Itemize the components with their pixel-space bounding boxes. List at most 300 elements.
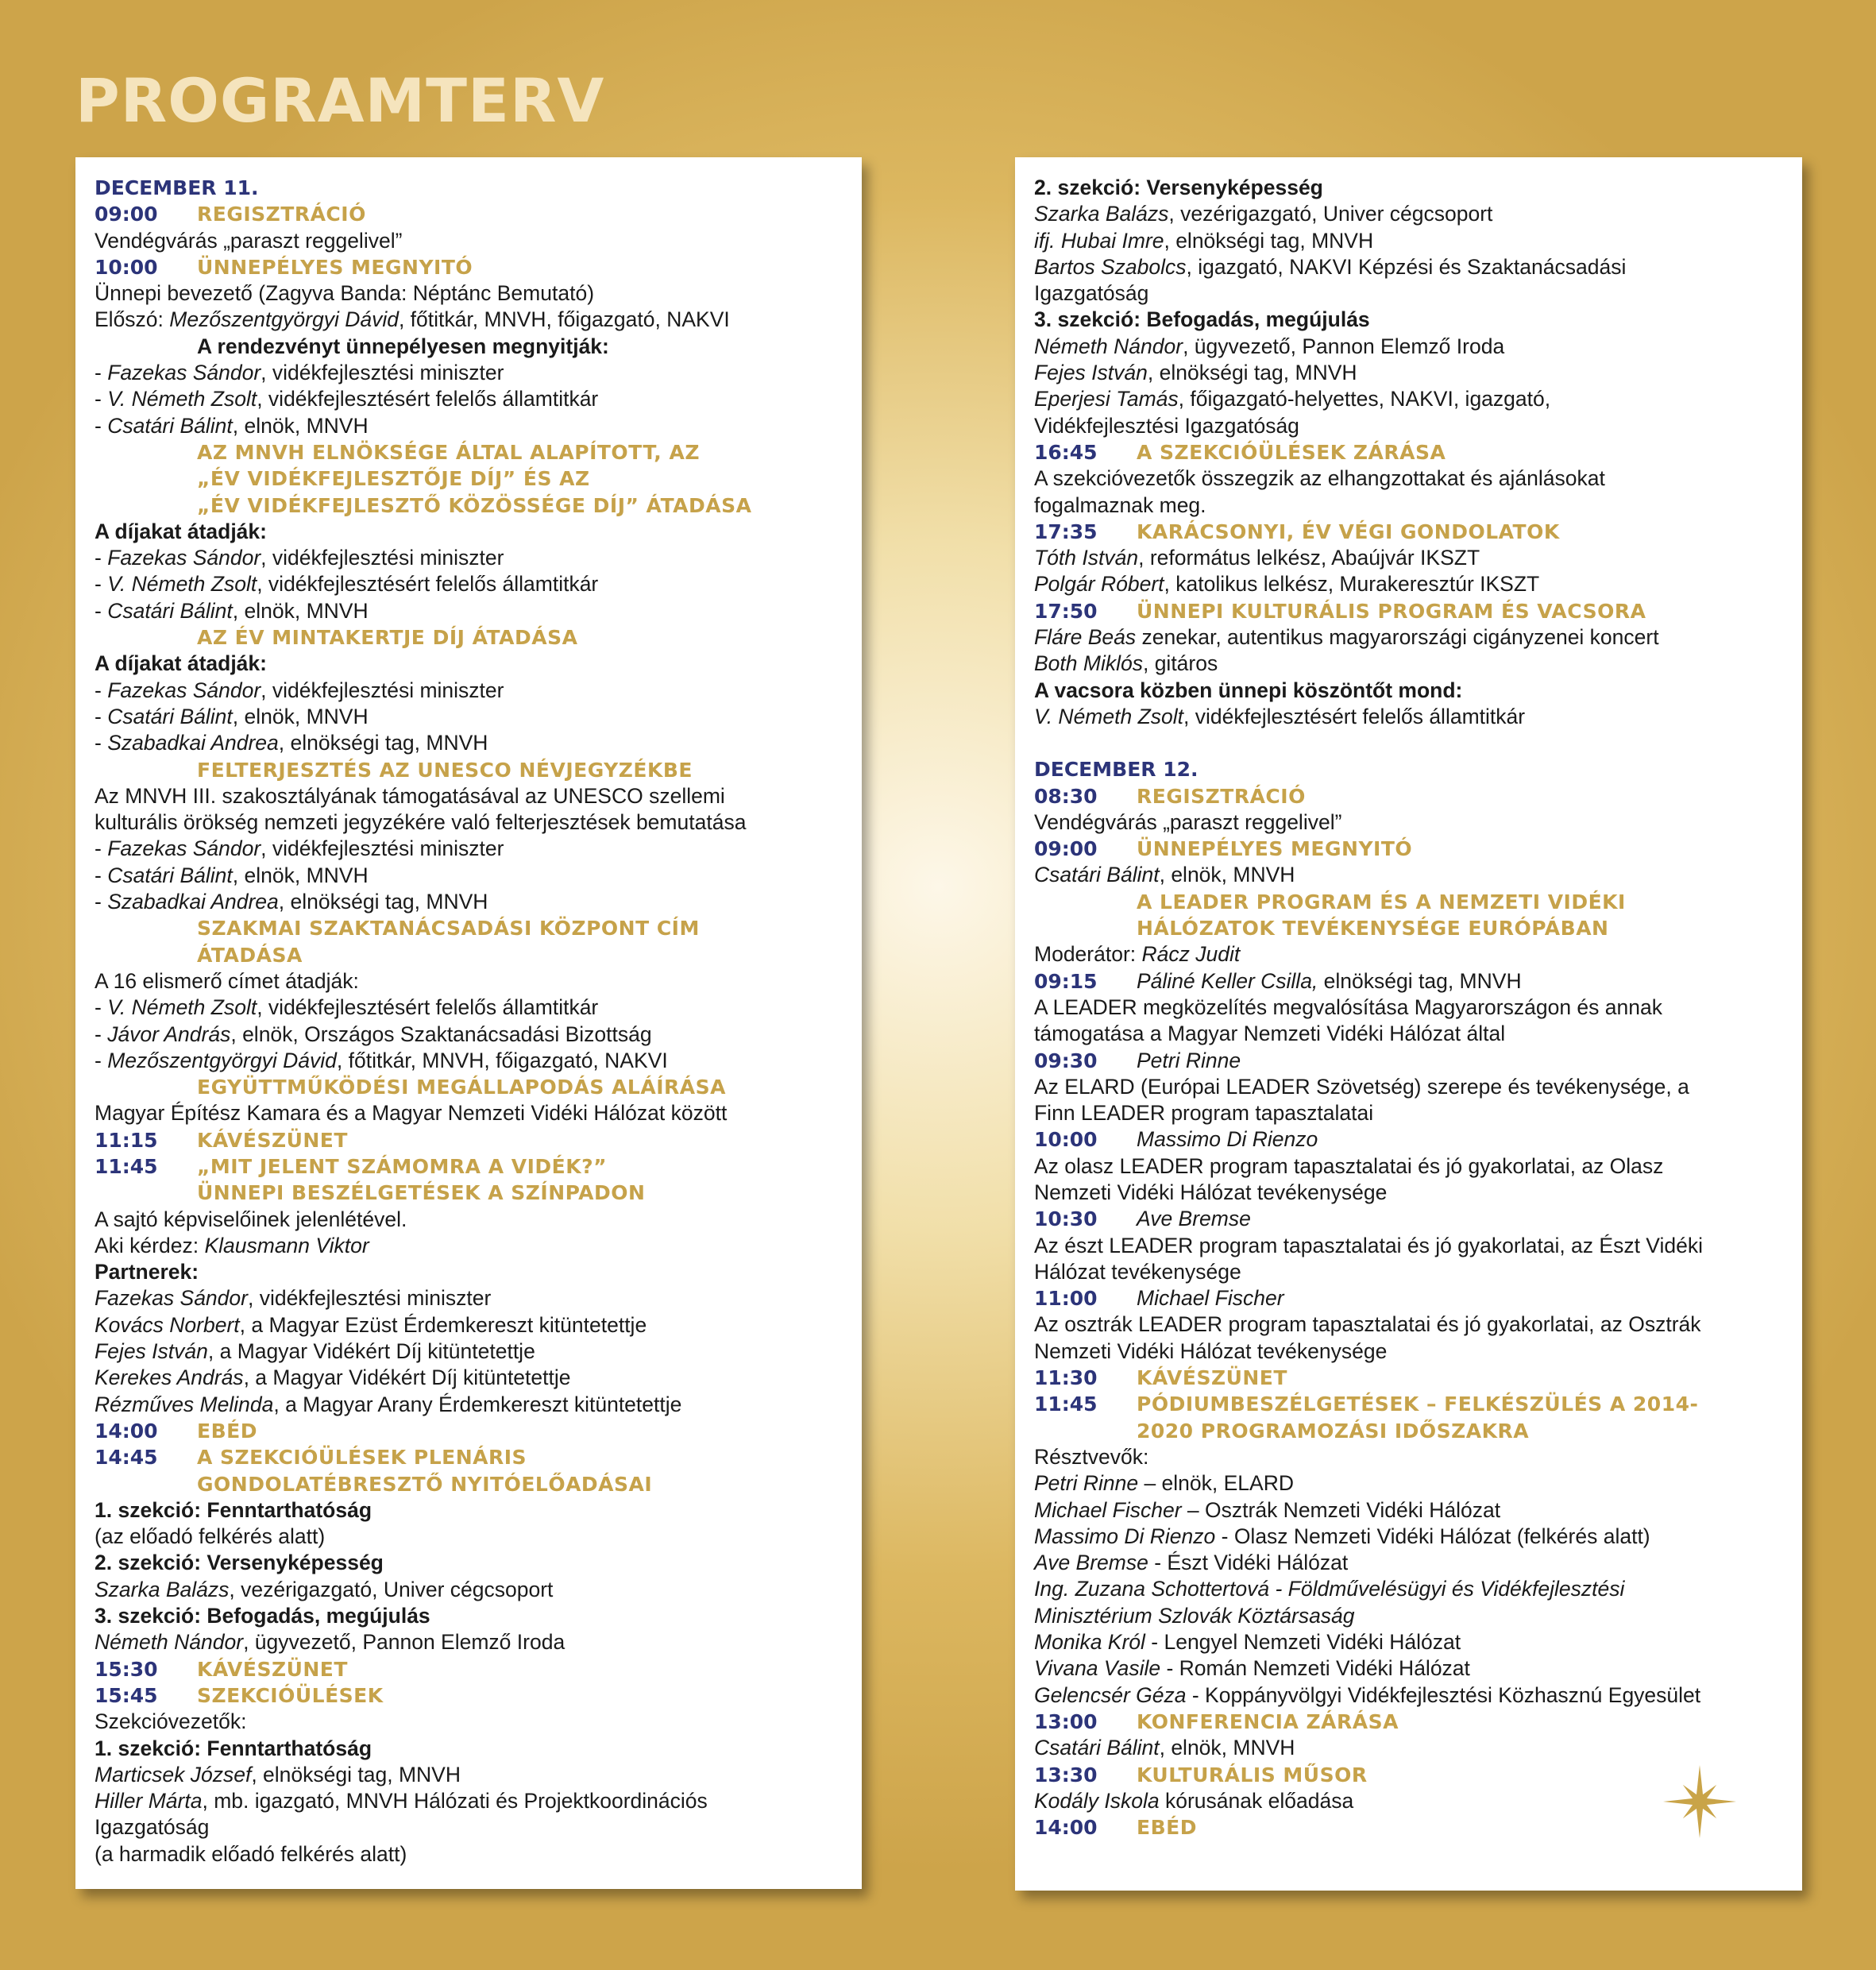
- body-text: -: [95, 1048, 108, 1072]
- body-text: , elnökségi tag, MNVH: [278, 731, 488, 755]
- body-text: , elnökségi tag, MNVH: [1164, 228, 1374, 253]
- text-line: [1034, 1180, 1783, 1206]
- text-line: [1034, 1655, 1783, 1682]
- body-text: Igazgatóság: [1034, 281, 1149, 306]
- name-text: Fazekas Sándor: [107, 361, 261, 385]
- session-title: KARÁCSONYI, ÉV VÉGI GONDOLATOK: [1137, 520, 1560, 543]
- name-text: Ave Bremse: [1137, 1207, 1251, 1231]
- session-title: REGISZTRÁCIÓ: [197, 203, 366, 226]
- day-heading: DECEMBER 12.: [1034, 758, 1199, 782]
- text-line: [95, 1285, 843, 1311]
- text-line: [95, 386, 843, 412]
- body-text: , a Magyar Vidékért Díj kitüntetettje: [243, 1365, 571, 1390]
- body-text: , katolikus lelkész, Murakeresztúr IKSZT: [1164, 572, 1540, 597]
- body-text: Nemzeti Vidéki Hálózat tevékenysége: [1034, 1180, 1388, 1204]
- body-text: , elnök, MNVH: [232, 413, 369, 438]
- text-line: [95, 1207, 843, 1233]
- session-title: REGISZTRÁCIÓ: [1137, 784, 1306, 808]
- session-title: A SZEKCIÓÜLÉSEK ZÁRÁSA: [1137, 440, 1446, 464]
- session-title: KÁVÉSZÜNET: [1137, 1366, 1287, 1390]
- session-title: GONDOLATÉBRESZTŐ NYITÓELŐADÁSAI: [197, 1472, 653, 1496]
- session-title: ÁTADÁSA: [197, 943, 303, 967]
- time-label: 09:15: [1034, 969, 1098, 993]
- name-text: Csatári Bálint: [107, 863, 233, 887]
- text-line: [1034, 1550, 1783, 1576]
- text-line: [95, 1524, 843, 1550]
- time-label: 09:00: [1034, 837, 1098, 861]
- text-line: [1034, 1074, 1783, 1100]
- session-title: SZEKCIÓÜLÉSEK: [197, 1683, 384, 1707]
- body-text: kórusának előadása: [1159, 1788, 1354, 1813]
- text-line: [1034, 1603, 1783, 1629]
- text-line: [95, 1392, 843, 1418]
- text-line: [1034, 1576, 1783, 1602]
- schedule-row: [95, 1153, 843, 1180]
- subheading-text: 1. szekció: Fenntarthatóság: [95, 1736, 372, 1760]
- text-line: [1034, 1497, 1783, 1524]
- text-line: [1034, 651, 1783, 677]
- body-text: – elnök, ELARD: [1138, 1471, 1294, 1496]
- body-text: , elnök, Országos Szaktanácsadási Bizottság: [230, 1022, 652, 1046]
- body-text: A sajtó képviselőinek jelenlétével.: [95, 1207, 407, 1231]
- session-title: „ÉV VIDÉKFEJLESZTŐJE DÍJ” ÉS AZ: [197, 467, 590, 491]
- body-text: kulturális örökség nemzeti jegyzékére való felterjesztések bemutatása: [95, 810, 747, 835]
- speaker-line: [1137, 1206, 1251, 1232]
- subheading: [95, 651, 843, 677]
- body-text: -: [95, 678, 108, 702]
- text-line: [95, 1814, 843, 1841]
- name-text: Rézműves Melinda: [95, 1392, 274, 1416]
- text-line: [1034, 571, 1783, 597]
- time-label: 14:00: [95, 1419, 158, 1443]
- time-label: 17:35: [1034, 520, 1098, 543]
- text-line: [1034, 334, 1783, 360]
- body-text: , vezérigazgató, Univer cégcsoport: [229, 1577, 554, 1601]
- program-panel-left: [75, 157, 862, 1889]
- body-text: zenekar, autentikus magyarországi cigányzenei koncert: [1136, 625, 1659, 650]
- text-line: [95, 1629, 843, 1655]
- time-label: 09:30: [1034, 1049, 1098, 1072]
- body-text: -: [95, 890, 108, 914]
- body-text: , elnökségi tag, MNVH: [278, 890, 488, 914]
- body-text: Vidékfejlesztési Igazgatóság: [1034, 413, 1299, 438]
- body-text: Az olasz LEADER program tapasztalatai és jó gyakorlatai, az Olasz: [1034, 1153, 1664, 1178]
- name-text: Fazekas Sándor: [107, 836, 261, 861]
- schedule-row: [1034, 968, 1783, 995]
- text-line: [1034, 624, 1783, 651]
- session-title: ÜNNEPÉLYES MEGNYITÓ: [1137, 837, 1413, 861]
- subheading-text: 3. szekció: Befogadás, megújulás: [1034, 307, 1370, 332]
- body-text: - Észt Vidéki Hálózat: [1148, 1551, 1349, 1575]
- body-text: – Osztrák Nemzeti Vidéki Hálózat: [1181, 1497, 1501, 1522]
- time-label: 13:30: [1034, 1763, 1098, 1787]
- text-line: [1034, 1682, 1783, 1709]
- session-title: „MIT JELENT SZÁMOMRA A VIDÉK?”: [197, 1154, 608, 1178]
- name-text: V. Németh Zsolt: [107, 387, 257, 411]
- body-text: , elnök, MNVH: [1159, 863, 1295, 887]
- text-line: [1034, 201, 1783, 227]
- body-text: Magyar Építész Kamara és a Magyar Nemzeti Vidéki Hálózat között: [95, 1101, 728, 1126]
- name-text: Petri Rinne: [1034, 1471, 1139, 1496]
- name-text: Csatári Bálint: [107, 413, 233, 438]
- name-text: Németh Nándor: [95, 1630, 244, 1655]
- session-title: ÜNNEPÉLYES MEGNYITÓ: [197, 255, 473, 279]
- name-text: Polgár Róbert: [1034, 572, 1164, 597]
- body-text: , ügyvezető, Pannon Elemző Iroda: [1183, 334, 1505, 358]
- subheading-text: 2. szekció: Versenyképesség: [95, 1551, 384, 1575]
- body-text: , vidékfejlesztésért felelős államtitkár: [257, 995, 599, 1020]
- session-title: EBÉD: [197, 1419, 257, 1443]
- schedule-row: [1034, 836, 1783, 862]
- body-text: - Román Nemzeti Vidéki Hálózat: [1160, 1656, 1470, 1681]
- text-line: [95, 1022, 843, 1048]
- session-title: EGYÜTTMŰKÖDÉSI MEGÁLLAPODÁS ALÁÍRÁSA: [197, 1076, 726, 1099]
- body-text: A LEADER megközelítés megvalósítása Magyarországon és annak: [1034, 995, 1662, 1019]
- name-text: Monika Król: [1034, 1630, 1145, 1655]
- body-text: -: [95, 546, 108, 570]
- session-title: „ÉV VIDÉKFEJLESZTŐ KÖZÖSSÉGE DÍJ” ÁTADÁSA: [197, 493, 752, 517]
- body-text: Finn LEADER program tapasztalatai: [1034, 1101, 1374, 1126]
- body-text: -: [95, 704, 108, 728]
- name-text: Eperjesi Tamás: [1034, 387, 1179, 411]
- time-label: 11:45: [1034, 1393, 1098, 1416]
- body-text: , a Magyar Arany Érdemkereszt kitüntetettje: [273, 1392, 682, 1416]
- body-text: , vidékfejlesztésért felelős államtitkár: [1183, 704, 1526, 728]
- name-text: Kerekes András: [95, 1365, 244, 1390]
- session-title: 2020 PROGRAMOZÁSI IDŐSZAKRA: [1137, 1419, 1530, 1443]
- session-title: ÜNNEPI KULTURÁLIS PROGRAM ÉS VACSORA: [1137, 599, 1646, 623]
- time-label: 15:30: [95, 1657, 158, 1681]
- schedule-row: [95, 1682, 843, 1709]
- text-line: [1034, 280, 1783, 307]
- name-text: Szarka Balázs: [95, 1577, 230, 1601]
- body-text: , mb. igazgató, MNVH Hálózati és Projektkoordinációs: [202, 1789, 708, 1814]
- text-line: [1034, 360, 1783, 386]
- name-text: Csatári Bálint: [107, 704, 233, 728]
- body-text: Moderátor:: [1034, 942, 1142, 967]
- subheading: [95, 1259, 843, 1285]
- text-line: [95, 1709, 843, 1735]
- name-text: Fejes István: [95, 1339, 208, 1364]
- text-line: [95, 836, 843, 862]
- speaker-line: [1137, 968, 1522, 995]
- body-text: , vidékfejlesztési miniszter: [261, 361, 504, 385]
- body-text: -: [95, 361, 108, 385]
- subheading: [1034, 678, 1783, 704]
- star-burst-icon: [1660, 1762, 1739, 1841]
- body-text: A szekcióvezetők összegzik az elhangzottakat és ajánlásokat: [1034, 466, 1605, 491]
- name-text: V. Németh Zsolt: [107, 995, 257, 1020]
- body-text: , főtitkár, MNVH, főigazgató, NAKVI: [336, 1048, 668, 1072]
- text-line: [1034, 1311, 1783, 1338]
- schedule-row: [1034, 439, 1783, 465]
- text-line: [1034, 413, 1783, 439]
- body-text: Előszó:: [95, 307, 170, 332]
- subheading-text: A vacsora közben ünnepi köszöntőt mond:: [1034, 678, 1463, 702]
- session-title: SZAKMAI SZAKTANÁCSADÁSI KÖZPONT CÍM: [197, 917, 700, 941]
- name-text: Bartos Szabolcs: [1034, 254, 1187, 279]
- schedule-row: [95, 1656, 843, 1682]
- name-text: Kovács Norbert: [95, 1312, 240, 1337]
- body-text: , vidékfejlesztési miniszter: [247, 1286, 492, 1311]
- session-title: KÁVÉSZÜNET: [197, 1657, 348, 1681]
- body-text: , főigazgató-helyettes, NAKVI, igazgató,: [1178, 387, 1551, 411]
- subheading: [95, 1603, 843, 1629]
- body-text: Az MNVH III. szakosztályának támogatásával az UNESCO szellemi: [95, 783, 725, 808]
- body-text: Az észt LEADER program tapasztalatai és jó gyakorlatai, az Észt Vidéki: [1034, 1233, 1704, 1257]
- schedule-row: [95, 1418, 843, 1444]
- text-line: [95, 1338, 843, 1365]
- session-title: AZ ÉV MINTAKERTJE DÍJ ÁTADÁSA: [197, 626, 578, 650]
- body-text: támogatása a Magyar Nemzeti Vidéki Hálózat által: [1034, 1022, 1506, 1046]
- body-text: -: [95, 731, 108, 755]
- text-line: [95, 571, 843, 597]
- name-text: Vivana Vasile: [1034, 1656, 1161, 1681]
- name-text: Szabadkai Andrea: [107, 890, 279, 914]
- name-text: Kodály Iskola: [1034, 1788, 1160, 1813]
- body-text: -: [95, 413, 108, 438]
- page-title: PROGRAMTERV: [75, 65, 605, 136]
- body-text: -: [95, 598, 108, 623]
- subheading-text: 2. szekció: Versenyképesség: [1034, 176, 1323, 199]
- name-text: Ave Bremse: [1034, 1551, 1148, 1575]
- text-line: [95, 1762, 843, 1788]
- body-text: -: [95, 995, 108, 1020]
- text-line: [1034, 941, 1783, 968]
- name-text: Marticsek József: [95, 1762, 252, 1787]
- spacer: [1034, 730, 1783, 756]
- body-text: , igazgató, NAKVI Képzési és Szaktanácsadási: [1186, 254, 1627, 279]
- text-line: [95, 1365, 843, 1391]
- session-title: PÓDIUMBESZÉLGETÉSEK – FELKÉSZÜLÉS A 2014-: [1137, 1393, 1699, 1416]
- body-text: , főtitkár, MNVH, főigazgató, NAKVI: [398, 307, 730, 332]
- body-text: fogalmaznak meg.: [1034, 492, 1206, 517]
- text-line: [1034, 1259, 1783, 1285]
- session-title: HÁLÓZATOK TEVÉKENYSÉGE EURÓPÁBAN: [1137, 917, 1609, 941]
- name-text: Minisztérium Szlovák Köztársaság: [1034, 1603, 1355, 1628]
- subheading-text: 3. szekció: Befogadás, megújulás: [95, 1604, 430, 1628]
- text-line: [1034, 465, 1783, 492]
- subheading: [95, 334, 843, 360]
- time-label: 08:30: [1034, 784, 1098, 808]
- body-text: - Lengyel Nemzeti Vidéki Hálózat: [1145, 1630, 1461, 1655]
- text-line: [95, 545, 843, 571]
- time-label: 11:45: [95, 1154, 158, 1178]
- body-text: Résztvevők:: [1034, 1444, 1149, 1469]
- name-text: Gelencsér Géza: [1034, 1682, 1187, 1707]
- text-line: [1034, 386, 1783, 412]
- body-text: -: [95, 387, 108, 411]
- body-text: Nemzeti Vidéki Hálózat tevékenysége: [1034, 1338, 1388, 1363]
- speaker-line: [1137, 1048, 1241, 1074]
- name-text: Mezőszentgyörgyi Dávid: [107, 1048, 337, 1072]
- text-line: [95, 704, 843, 730]
- text-line: [1034, 1735, 1783, 1761]
- body-text: , vidékfejlesztési miniszter: [261, 836, 504, 861]
- text-line: [1034, 1470, 1783, 1497]
- day-heading: DECEMBER 11.: [95, 176, 259, 199]
- text-line: [1034, 492, 1783, 519]
- session-title: ÜNNEPI BESZÉLGETÉSEK A SZÍNPADON: [197, 1181, 646, 1205]
- session-title: AZ MNVH ELNÖKSÉGE ÁLTAL ALAPÍTOTT, AZ: [197, 440, 700, 464]
- schedule-row: [1034, 1126, 1783, 1153]
- schedule-row: [1034, 1365, 1783, 1391]
- subheading: [95, 519, 843, 545]
- body-text: , elnökségi tag, MNVH: [251, 1762, 461, 1787]
- text-line: [1034, 1233, 1783, 1259]
- text-line: [1034, 545, 1783, 571]
- subheading: [1034, 175, 1783, 201]
- body-text: Az osztrák LEADER program tapasztalatai és jó gyakorlatai, az Osztrák: [1034, 1312, 1701, 1337]
- body-text: -: [95, 863, 108, 887]
- text-line: [1034, 228, 1783, 254]
- text-line: [95, 678, 843, 704]
- body-text: -: [95, 1022, 108, 1046]
- name-text: Massimo Di Rienzo: [1137, 1127, 1318, 1152]
- schedule-row: [1034, 1048, 1783, 1074]
- time-label: 10:00: [1034, 1128, 1098, 1152]
- body-text: , vezérigazgató, Univer cégcsoport: [1168, 202, 1493, 226]
- body-text: Vendégvárás „paraszt reggelivel”: [95, 228, 403, 253]
- text-line: [1034, 1153, 1783, 1180]
- body-text: Aki kérdez:: [95, 1233, 205, 1257]
- body-text: , elnök, MNVH: [232, 863, 369, 887]
- session-title: EBÉD: [1137, 1816, 1197, 1840]
- name-text: Csatári Bálint: [1034, 863, 1160, 887]
- schedule-row: [95, 1444, 843, 1470]
- name-text: Rácz Judit: [1141, 942, 1241, 967]
- text-line: [95, 1841, 843, 1868]
- text-line: [1034, 1444, 1783, 1470]
- body-text: elnökségi tag, MNVH: [1318, 968, 1522, 993]
- name-text: Fazekas Sándor: [107, 546, 261, 570]
- time-label: 15:45: [95, 1683, 158, 1707]
- speaker-line: [1137, 1285, 1284, 1311]
- text-line: [95, 995, 843, 1021]
- body-text: , vidékfejlesztési miniszter: [261, 678, 504, 702]
- body-text: , vidékfejlesztési miniszter: [261, 546, 504, 570]
- body-text: A 16 elismerő címet átadják:: [95, 968, 359, 993]
- body-text: , vidékfejlesztésért felelős államtitkár: [257, 387, 599, 411]
- body-text: Vendégvárás „paraszt reggelivel”: [1034, 809, 1342, 834]
- program-panel-right: [1015, 157, 1802, 1891]
- time-label: 17:50: [1034, 599, 1098, 623]
- text-line: [1034, 862, 1783, 888]
- body-text: -: [95, 836, 108, 861]
- body-text: Ünnepi bevezető (Zagyva Banda: Néptánc Bemutató): [95, 281, 595, 306]
- subheading-text: Partnerek:: [95, 1260, 199, 1284]
- body-text: Szekcióvezetők:: [95, 1709, 247, 1734]
- body-text: Igazgatóság: [95, 1815, 210, 1840]
- text-line: [1034, 995, 1783, 1021]
- subheading-text: A díjakat átadják:: [95, 519, 267, 543]
- body-text: - Olasz Nemzeti Vidéki Hálózat (felkérés alatt): [1215, 1524, 1650, 1548]
- time-label: 13:00: [1034, 1709, 1098, 1733]
- subheading-text: A rendezvényt ünnepélyesen megnyitják:: [197, 334, 609, 358]
- name-text: Michael Fischer: [1137, 1286, 1284, 1311]
- schedule-row: [1034, 1206, 1783, 1232]
- subheading: [95, 1736, 843, 1762]
- session-title: A SZEKCIÓÜLÉSEK PLENÁRIS: [197, 1446, 527, 1470]
- session-title: FELTERJESZTÉS AZ UNESCO NÉVJEGYZÉKBE: [197, 758, 693, 782]
- text-line: [95, 598, 843, 624]
- body-text: -: [95, 572, 108, 597]
- time-label: 16:45: [1034, 440, 1098, 464]
- text-line: [1034, 1524, 1783, 1550]
- text-line: [95, 1312, 843, 1338]
- text-line: [1034, 1338, 1783, 1365]
- time-label: 11:30: [1034, 1366, 1098, 1390]
- name-text: Fazekas Sándor: [107, 678, 261, 702]
- speaker-line: [1137, 1126, 1318, 1153]
- text-line: [95, 1100, 843, 1126]
- schedule-row: [95, 1127, 843, 1153]
- name-text: Ing. Zuzana Schottertová - Földművelésügyi és Vidékfejlesztési: [1034, 1577, 1625, 1601]
- schedule-row: [1034, 598, 1783, 624]
- time-label: 09:00: [95, 203, 158, 226]
- text-line: [1034, 254, 1783, 280]
- text-line: [95, 783, 843, 809]
- schedule-row: [1034, 783, 1783, 809]
- name-text: Michael Fischer: [1034, 1497, 1182, 1522]
- body-text: (a harmadik előadó felkérés alatt): [95, 1841, 407, 1866]
- subheading: [95, 1550, 843, 1576]
- name-text: Fazekas Sándor: [95, 1286, 248, 1311]
- subheading: [1034, 307, 1783, 333]
- name-text: Szarka Balázs: [1034, 202, 1169, 226]
- name-text: Németh Nándor: [1034, 334, 1183, 358]
- text-line: [95, 1048, 843, 1074]
- name-text: Tóth István: [1034, 546, 1139, 570]
- body-text: , vidékfejlesztésért felelős államtitkár: [257, 572, 599, 597]
- text-line: [95, 360, 843, 386]
- name-text: Szabadkai Andrea: [107, 731, 279, 755]
- time-label: 10:30: [1034, 1207, 1098, 1231]
- name-text: Fejes István: [1034, 361, 1148, 385]
- session-title: KÁVÉSZÜNET: [197, 1128, 348, 1152]
- text-line: [1034, 1021, 1783, 1047]
- text-line: [95, 863, 843, 889]
- text-line: [95, 280, 843, 307]
- text-line: [1034, 809, 1783, 836]
- body-text: , gitáros: [1142, 651, 1218, 676]
- schedule-row: [1034, 1709, 1783, 1735]
- body-text: , ügyvezető, Pannon Elemző Iroda: [243, 1630, 566, 1655]
- schedule-row: [95, 254, 843, 280]
- time-label: 14:00: [1034, 1816, 1098, 1840]
- text-line: [95, 1233, 843, 1259]
- schedule-row: [1034, 519, 1783, 545]
- body-text: (az előadó felkérés alatt): [95, 1524, 326, 1549]
- text-line: [95, 809, 843, 836]
- schedule-row: [1034, 1285, 1783, 1311]
- session-title: KONFERENCIA ZÁRÁSA: [1137, 1709, 1399, 1733]
- name-text: Both Miklós: [1034, 651, 1143, 676]
- subheading-text: 1. szekció: Fenntarthatóság: [95, 1497, 372, 1522]
- text-line: [95, 968, 843, 995]
- body-text: , a Magyar Vidékért Díj kitüntetettje: [207, 1339, 535, 1364]
- schedule-row: [1034, 1391, 1783, 1417]
- name-text: Klausmann Viktor: [204, 1233, 369, 1257]
- text-line: [1034, 704, 1783, 730]
- body-text: , a Magyar Ezüst Érdemkereszt kitüntetettje: [239, 1312, 647, 1337]
- body-text: - Koppányvölgyi Vidékfejlesztési Közhasznú Egyesület: [1186, 1682, 1701, 1707]
- name-text: ifj. Hubai Imre: [1034, 228, 1164, 253]
- schedule-row: [95, 201, 843, 227]
- text-line: [95, 228, 843, 254]
- time-label: 11:15: [95, 1128, 158, 1152]
- name-text: V. Németh Zsolt: [1034, 704, 1184, 728]
